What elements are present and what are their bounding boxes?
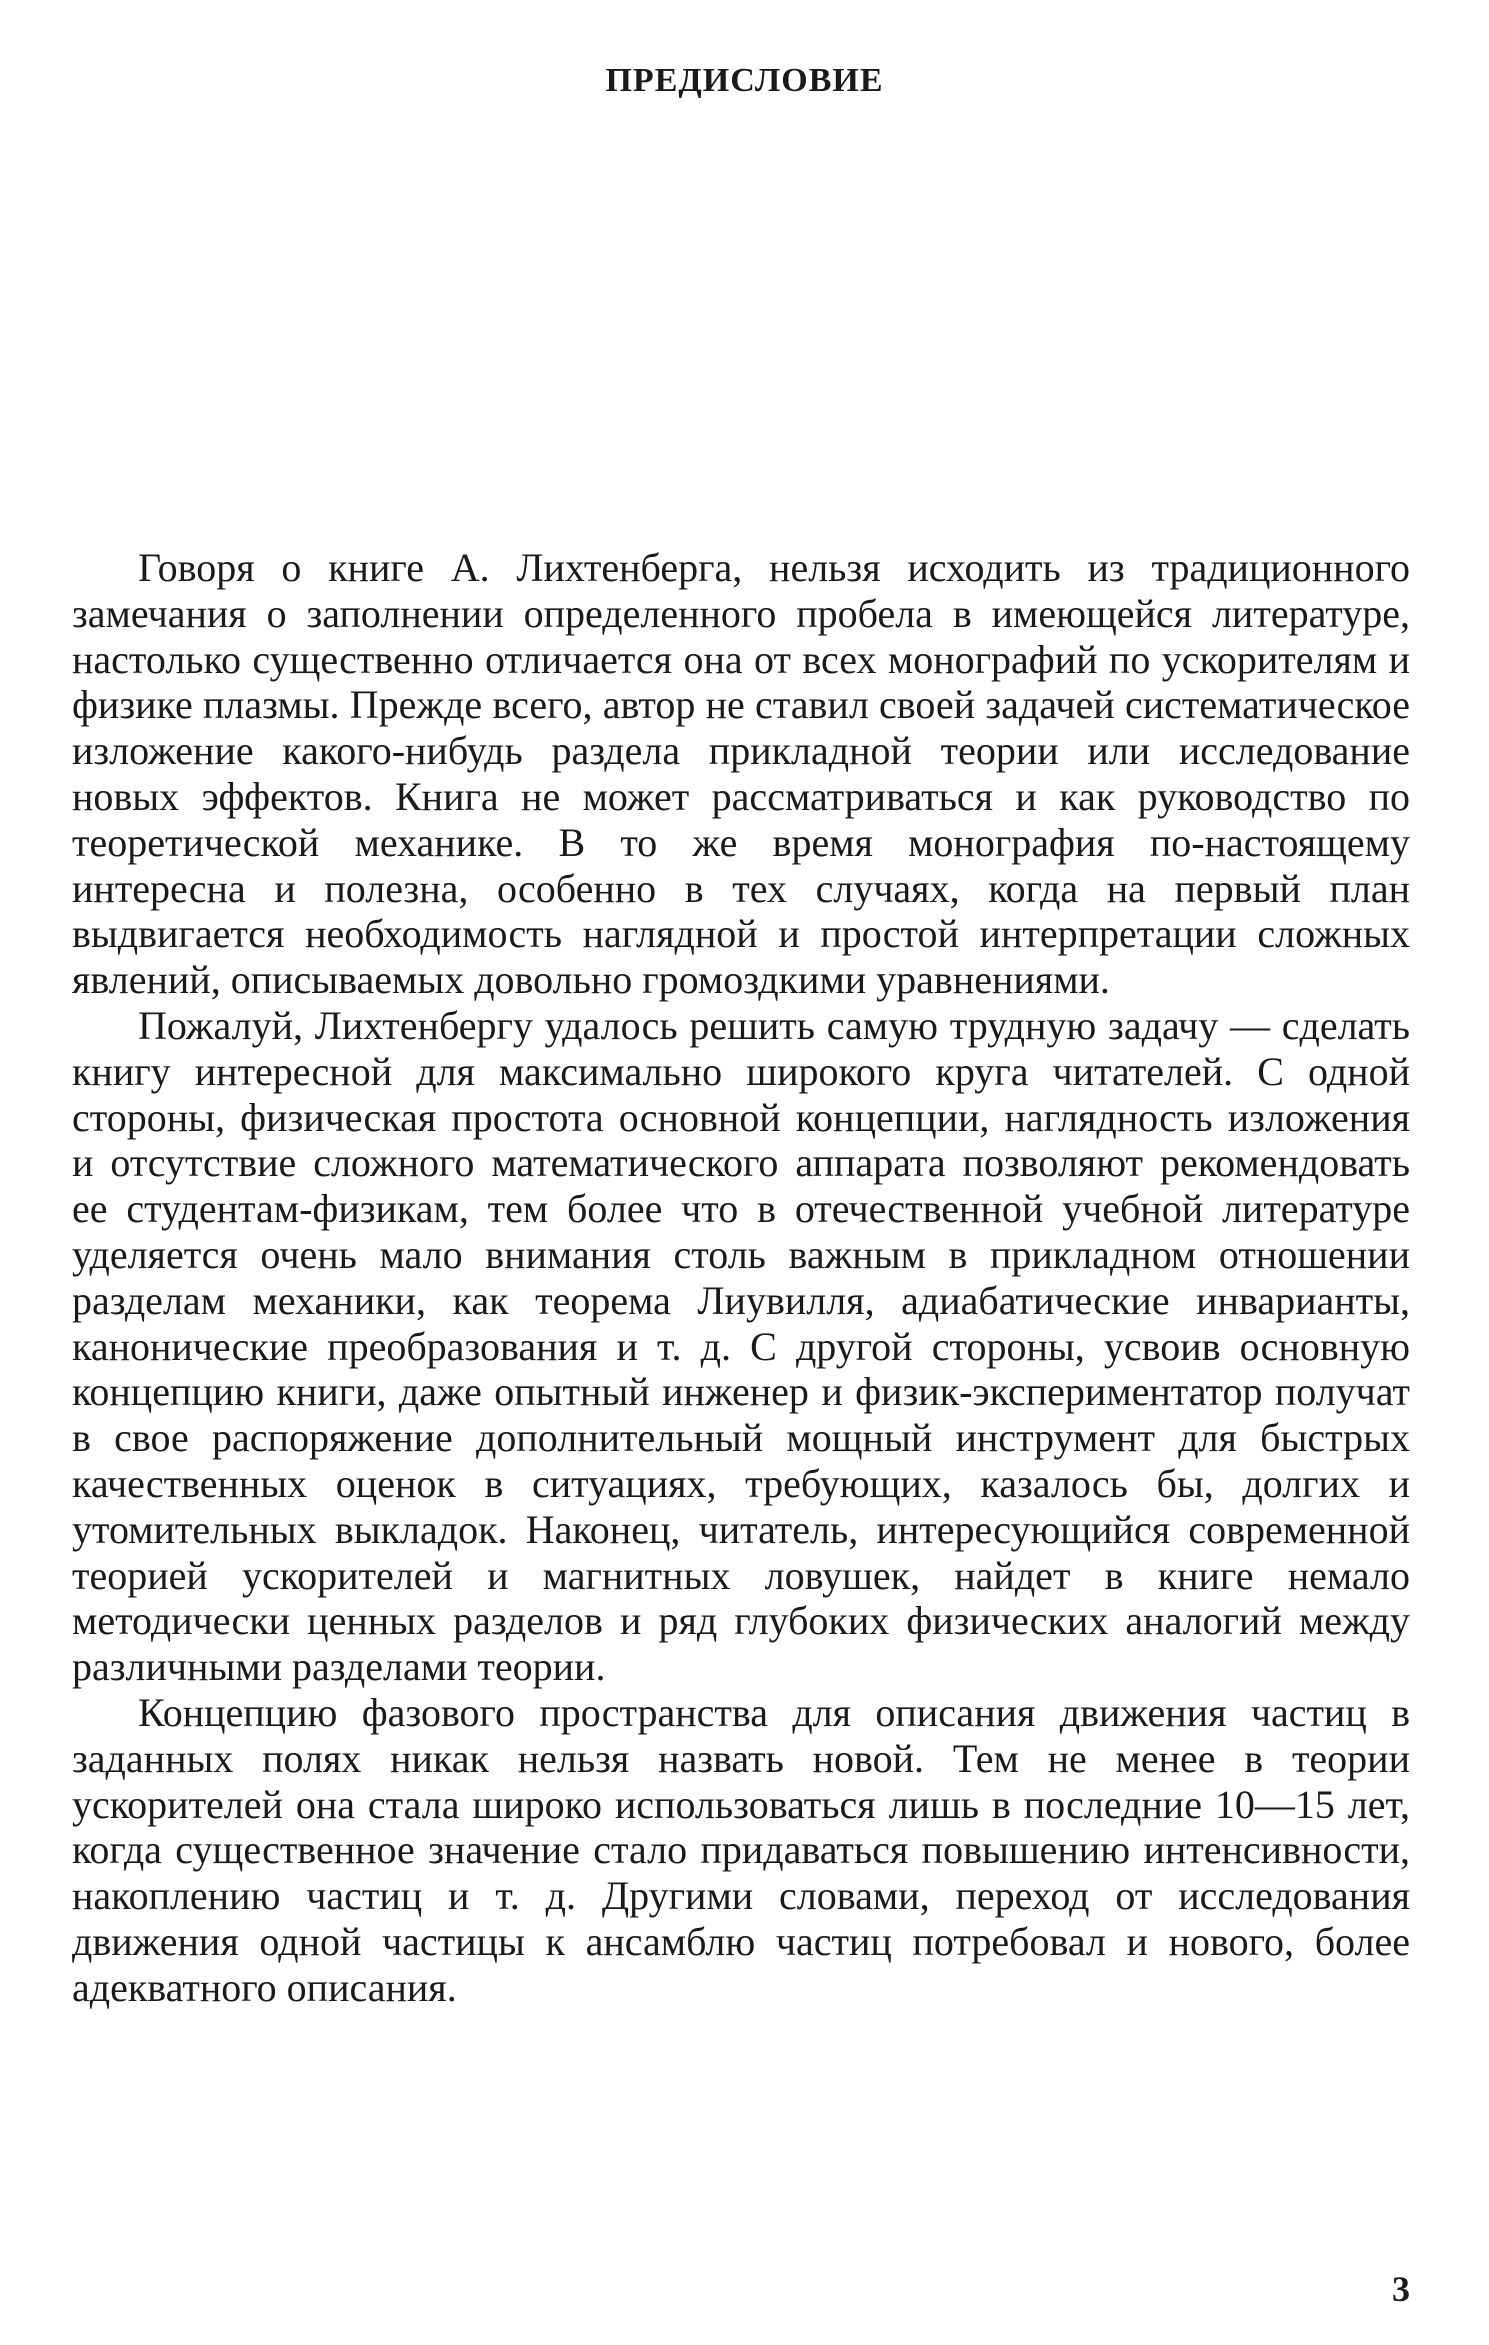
- page-number: 3: [1392, 2269, 1410, 2309]
- paragraph-1: Говоря о книге А. Лихтенберга, нельзя исходить из традиционного замечания о заполнении определенного пробела в имеющейся литературе, настолько существенно отличается она от всех монографий по ускорителям и физике плазмы. Прежде всего, автор не ставил своей задачей систематическое изложение какого-нибудь раздела прикладной теории или исследование новых эффектов. Книга не может рассматриваться и как руководство по теоретической механике. В то же время монография по-настоящему интересна и полезна, особенно в тех случаях, когда на первый план выдвигается необходимость наглядной и простой интерпретации сложных явлений, описываемых довольно громоздкими уравнениями.: [72, 545, 1410, 1003]
- preface-body: [72, 545, 1410, 2011]
- paragraph-2: Пожалуй, Лихтенбергу удалось решить самую трудную задачу — сделать книгу интересной для максимально широкого круга читателей. С одной стороны, физическая простота основной концепции, наглядность изложения и отсутствие сложного математического аппарата позволяют рекомендовать ее студентам-физикам, тем более что в отечественной учебной литературе уделяется очень мало внимания столь важным в прикладном отношении разделам механики, как теорема Лиувилля, адиабатические инварианты, канонические преобразования и т. д. С другой стороны, усвоив основную концепцию книги, даже опытный инженер и физик-экспериментатор получат в свое распоряжение дополнительный мощный инструмент для быстрых качественных оценок в ситуациях, требующих, казалось бы, долгих и утомительных выкладок. Наконец, читатель, интересующийся современной теорией ускорителей и магнитных ловушек, найдет в книге немало методически ценных разделов и ряд глубоких физических аналогий между различными разделами теории.: [72, 1002, 1410, 1690]
- paragraph-3: Концепцию фазового пространства для описания движения частиц в заданных полях никак нельзя назвать новой. Тем не менее в теории ускорителей она стала широко использоваться лишь в последние 10—15 лет, когда существенное значение стало придаваться повышению интенсивности, накоплению частиц и т. д. Другими словами, переход от исследования движения одной частицы к ансамблю частиц потребовал и нового, более адекватного описания.: [72, 1689, 1410, 2010]
- page-title: ПРЕДИСЛОВИЕ: [605, 62, 884, 99]
